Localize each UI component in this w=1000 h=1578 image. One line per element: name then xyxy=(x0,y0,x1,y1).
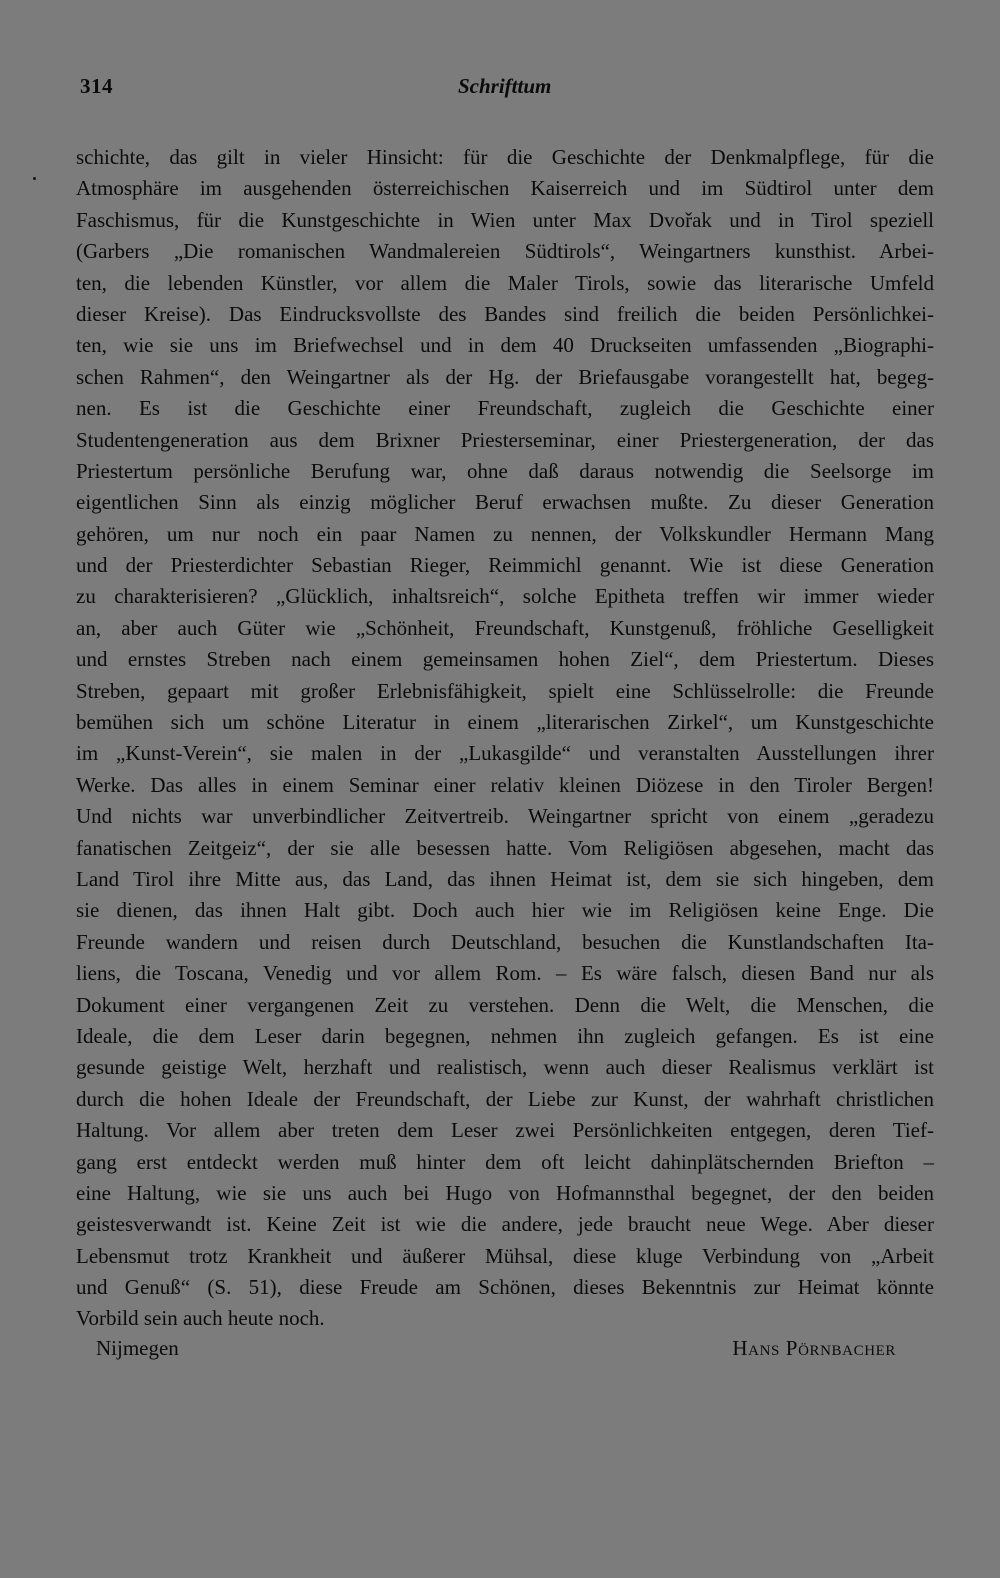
text-line: Land Tirol ihre Mitte aus, das Land, das ihnen Heimat ist, dem sie sich hingeben, dem xyxy=(76,866,934,891)
text-line: zu charakterisieren? „Glücklich, inhaltsreich“, solche Epitheta treffen wir immer wieder xyxy=(76,584,934,609)
text-line: und Genuß“ (S. 51), diese Freude am Schönen, dieses Bekenntnis zur Heimat könnte xyxy=(76,1275,934,1300)
review-signature xyxy=(0,1336,1000,1368)
text-line: Atmosphäre im ausgehenden österreichischen Kaiserreich und im Südtirol unter dem xyxy=(76,176,934,201)
text-line: im „Kunst-Verein“, sie malen in der „Lukasgilde“ und veranstalten Ausstellungen ihrer xyxy=(76,741,934,766)
text-line: Freunde wandern und reisen durch Deutschland, besuchen die Kunstlandschaften Ita- xyxy=(76,929,934,954)
text-line: Werke. Das alles in einem Seminar einer relativ kleinen Diözese in den Tiroler Bergen! xyxy=(76,772,934,797)
text-line: sie dienen, das ihnen Halt gibt. Doch auch hier wie im Religiösen keine Enge. Die xyxy=(76,898,934,923)
text-line: eigentlichen Sinn als einzig möglicher Beruf erwachsen mußte. Zu dieser Generation xyxy=(76,490,934,515)
text-line: gehören, um nur noch ein paar Namen zu nennen, der Volkskundler Hermann Mang xyxy=(76,521,934,546)
text-line: gesunde geistige Welt, herzhaft und realistisch, wenn auch dieser Realismus verklärt ist xyxy=(76,1055,934,1080)
text-line: Ideale, die dem Leser darin begegnen, nehmen ihn zugleich gefangen. Es ist eine xyxy=(76,1023,934,1048)
text-line: und ernstes Streben nach einem gemeinsamen hohen Ziel“, dem Priestertum. Dieses xyxy=(76,647,934,672)
text-line: fanatischen Zeitgeiz“, der sie alle besessen hatte. Vom Religiösen abgesehen, macht das xyxy=(76,835,934,860)
text-line: Haltung. Vor allem aber treten dem Leser zwei Persönlichkeiten entgegen, deren Tief- xyxy=(76,1118,934,1143)
text-line: nen. Es ist die Geschichte einer Freundschaft, zugleich die Geschichte einer xyxy=(76,396,934,421)
signature-author: Hans Pörnbacher xyxy=(732,1336,896,1360)
review-body-text xyxy=(76,142,934,1335)
text-line: Priestertum persönliche Berufung war, ohne daß daraus notwendig die Seelsorge im xyxy=(76,458,934,483)
text-line: Faschismus, für die Kunstgeschichte in Wien unter Max Dvořak und in Tirol speziell xyxy=(76,207,934,232)
text-line: gang erst entdeckt werden muß hinter dem oft leicht dahinplätschernden Briefton – xyxy=(76,1149,934,1174)
text-line: bemühen sich um schöne Literatur in einem „literarischen Zirkel“, um Kunstgeschichte xyxy=(76,710,934,735)
text-line: ten, die lebenden Künstler, vor allem die Maler Tirols, sowie das literarische Umfeld xyxy=(76,270,934,295)
page-header xyxy=(0,74,1000,106)
text-line: schichte, das gilt in vieler Hinsicht: für die Geschichte der Denkmalpflege, für die xyxy=(76,145,934,169)
text-line: (Garbers „Die romanischen Wandmalereien Südtirols“, Weingartners kunsthist. Arbei- xyxy=(76,239,934,264)
text-line: liens, die Toscana, Venedig und vor allem Rom. – Es wäre falsch, diesen Band nur als xyxy=(76,961,934,986)
text-line: Studentengeneration aus dem Brixner Priesterseminar, einer Priestergeneration, der das xyxy=(76,427,934,452)
text-line: geistesverwandt ist. Keine Zeit ist wie die andere, jede braucht neue Wege. Aber dieser xyxy=(76,1212,934,1237)
text-line: eine Haltung, wie sie uns auch bei Hugo von Hofmannsthal begegnet, der den beiden xyxy=(76,1180,934,1205)
text-line: Und nichts war unverbindlicher Zeitvertreib. Weingartner spricht von einem „geradezu xyxy=(76,804,934,829)
text-line: dieser Kreise). Das Eindrucksvollste des Bandes sind freilich die beiden Persönlichkei- xyxy=(76,301,934,326)
text-line: durch die hohen Ideale der Freundschaft, der Liebe zur Kunst, der wahrhaft christlichen xyxy=(76,1086,934,1111)
scan-speck xyxy=(33,177,36,180)
page-number: 314 xyxy=(80,74,113,98)
text-line: und der Priesterdichter Sebastian Rieger, Reimmichl genannt. Wie ist diese Generation xyxy=(76,553,934,578)
running-head: Schrifttum xyxy=(458,74,552,98)
text-line: Lebensmut trotz Krankheit und äußerer Mühsal, diese kluge Verbindung von „Arbeit xyxy=(76,1243,934,1268)
text-line: Dokument einer vergangenen Zeit zu verstehen. Denn die Welt, die Menschen, die xyxy=(76,992,934,1017)
text-line: an, aber auch Güter wie „Schönheit, Freundschaft, Kunstgenuß, fröhliche Geselligkeit xyxy=(76,615,934,640)
text-line: Vorbild sein auch heute noch. xyxy=(76,1306,325,1331)
signature-place: Nijmegen xyxy=(96,1336,179,1360)
text-line: ten, wie sie uns im Briefwechsel und in dem 40 Druckseiten umfassenden „Biographi- xyxy=(76,333,934,358)
text-line: Streben, gepaart mit großer Erlebnisfähigkeit, spielt eine Schlüsselrolle: die Freunde xyxy=(76,678,934,703)
text-line: schen Rahmen“, den Weingartner als der Hg. der Briefausgabe vorangestellt hat, begeg- xyxy=(76,364,934,389)
